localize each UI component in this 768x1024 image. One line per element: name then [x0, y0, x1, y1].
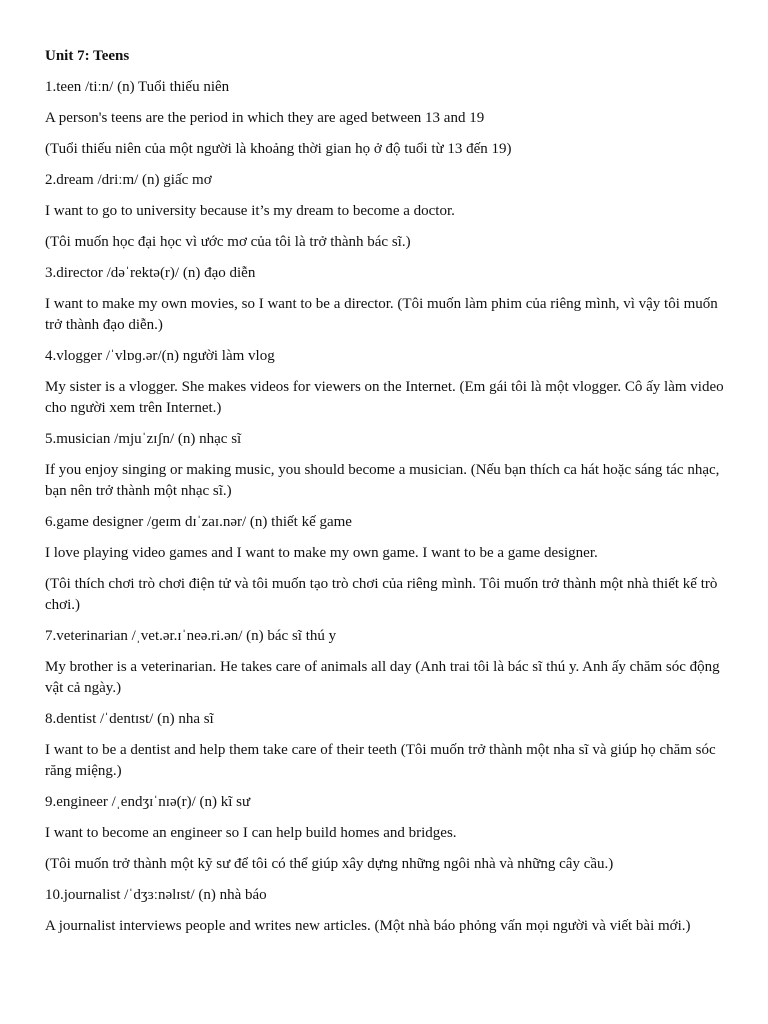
example-sentence: A person's teens are the period in which they are aged between 13 and 19 [45, 110, 485, 126]
vocab-entry-director: 3.director /dəˈrektə(r)/ (n) đạo diễn [45, 265, 256, 281]
vocab-entry-dream: 2.dream /driːm/ (n) giấc mơ [45, 172, 212, 188]
document-page [45, 46, 731, 947]
example-sentence: If you enjoy singing or making music, you should become a musician. (Nếu bạn thích ca hát hoặc sáng tác nhạc, bạn nên trở thành một nhạc sĩ.) [45, 462, 720, 499]
example-sentence: My brother is a veterinarian. He takes care of animals all day (Anh trai tôi là bác sĩ thú y. Anh ấy chăm sóc động vật cả ngày.) [45, 659, 720, 696]
translation: (Tôi muốn trở thành một kỹ sư để tôi có thể giúp xây dựng những ngôi nhà và những cây cầu.) [45, 856, 614, 872]
example-sentence: I want to make my own movies, so I want to be a director. (Tôi muốn làm phim của riêng mình, vì vậy tôi muốn trở thành đạo diễn.) [45, 296, 718, 333]
example-sentence: I want to become an engineer so I can help build homes and bridges. [45, 825, 457, 841]
example-sentence: My sister is a vlogger. She makes videos for viewers on the Internet. (Em gái tôi là một vlogger. Cô ấy làm video cho người xem trên Internet.) [45, 379, 724, 416]
translation: (Tôi muốn học đại học vì ước mơ của tôi là trở thành bác sĩ.) [45, 234, 411, 250]
vocab-entry-teen: 1.teen /tiːn/ (n) Tuổi thiếu niên [45, 79, 230, 95]
vocab-entry-vlogger: 4.vlogger /ˈvlɒɡ.ər/(n) người làm vlog [45, 348, 275, 364]
example-sentence: I want to go to university because it’s my dream to become a doctor. [45, 203, 455, 219]
vocab-entry-musician: 5.musician /mjuˈzɪʃn/ (n) nhạc sĩ [45, 431, 242, 447]
example-sentence: I want to be a dentist and help them take care of their teeth (Tôi muốn trở thành một nha sĩ và giúp họ chăm sóc răng miệng.) [45, 742, 716, 779]
translation: (Tuổi thiếu niên của một người là khoảng thời gian họ ở độ tuổi từ 13 đến 19) [45, 141, 512, 157]
vocab-entry-dentist: 8.dentist /ˈdentɪst/ (n) nha sĩ [45, 711, 214, 727]
unit-title: Unit 7: Teens [45, 48, 130, 64]
example-sentence: A journalist interviews people and writes new articles. (Một nhà báo phỏng vấn mọi người và viết bài mới.) [45, 918, 691, 934]
vocab-entry-veterinarian: 7.veterinarian /ˌvet.ər.ɪˈneə.ri.ən/ (n) bác sĩ thú y [45, 628, 337, 644]
example-sentence: I love playing video games and I want to make my own game. I want to be a game designer. [45, 545, 598, 561]
vocab-entry-game-designer: 6.game designer /ɡeɪm dɪˈzaɪ.nər/ (n) thiết kế game [45, 514, 352, 530]
vocab-entry-engineer: 9.engineer /ˌendʒɪˈnɪə(r)/ (n) kĩ sư [45, 794, 251, 810]
translation: (Tôi thích chơi trò chơi điện tử và tôi muốn tạo trò chơi của riêng mình. Tôi muốn trở thành một nhà thiết kế trò chơi.) [45, 576, 718, 613]
vocab-entry-journalist: 10.journalist /ˈdʒɜːnəlɪst/ (n) nhà báo [45, 887, 267, 903]
